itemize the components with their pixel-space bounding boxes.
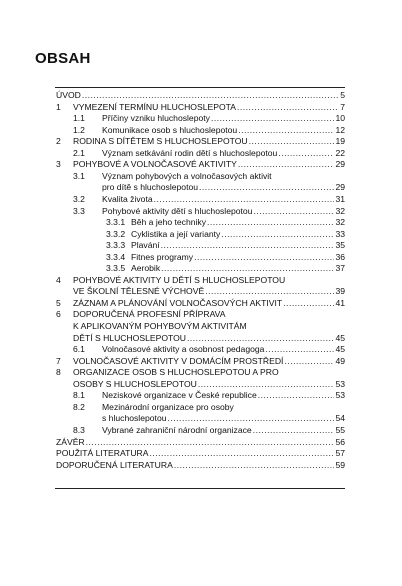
toc-entry-number: 3 (56, 159, 61, 170)
toc-entry-number: 4 (56, 274, 61, 285)
toc-entry (106, 228, 345, 240)
toc-page-number: 54 (335, 413, 345, 424)
toc-entry-title: K APLIKOVANÝM POHYBOVÝM AKTIVITÁM (73, 321, 247, 331)
toc-dot-leader (278, 148, 334, 159)
toc-entry-title: RODINA S DÍTĚTEM S HLUCHOSLEPOTOU (73, 136, 248, 147)
toc-dot-leader (265, 344, 334, 355)
toc-entry (73, 390, 345, 401)
toc-entry-number: 3.3.2 (106, 228, 126, 239)
toc-dot-leader (168, 413, 335, 424)
toc-entry-number: 2 (56, 136, 61, 147)
toc-entry-title: Mezinárodní organizace pro osoby (102, 401, 234, 412)
toc-entry (106, 263, 345, 274)
toc-page-number: 41 (335, 297, 345, 308)
toc-entry (73, 124, 345, 136)
toc-entry (106, 240, 345, 251)
toc-entry-title: DOPORUČENÁ LITERATURA (56, 459, 173, 470)
toc-entry-title: Komunikace osob s hluchoslepotou (102, 124, 238, 135)
toc-entry-number: 8 (56, 367, 61, 378)
toc-entry-title: Aerobik (131, 263, 161, 274)
toc-page-number: 29 (335, 182, 345, 193)
toc-entry-number: 3.3.5 (106, 263, 126, 274)
toc-entry-title: Běh a jeho techniky (131, 217, 207, 228)
toc-entry-number: 1.1 (73, 113, 85, 124)
page-title: OBSAH (35, 50, 91, 67)
toc-dot-leader (211, 113, 334, 124)
toc-page-number: 49 (335, 355, 345, 366)
toc-entry-number: 3.3.1 (106, 217, 126, 228)
toc-entry-title: POHYBOVÉ A VOLNOČASOVÉ AKTIVITY (73, 159, 237, 170)
toc-entry-title: POUŽITÁ LITERATURA (56, 448, 149, 459)
toc-entry (56, 309, 345, 320)
toc-dot-leader (249, 136, 335, 147)
toc-entry (56, 159, 345, 170)
toc-dot-leader (82, 90, 339, 101)
toc-entry (73, 401, 345, 413)
toc-entry (73, 321, 345, 332)
toc-entry-title: POHYBOVÉ AKTIVITY U DĚTÍ S HLUCHOSLEPOTOU (73, 274, 286, 285)
toc-entry-title: Příčiny vzniku hluchoslepoty (102, 113, 210, 124)
toc-entry (73, 344, 345, 355)
toc-entry-number: 1.2 (73, 124, 85, 135)
toc-entry-title: Volnočasové aktivity a osobnost pedagoga (102, 344, 265, 355)
toc-entry (73, 205, 345, 217)
toc-entry (73, 286, 345, 297)
toc-page-number: 32 (335, 217, 345, 228)
toc-entry-number: 7 (56, 355, 61, 366)
toc-page-number: 39 (335, 286, 345, 297)
toc-page-number: 10 (335, 113, 345, 124)
toc-entry-number: 3.3 (73, 205, 85, 216)
toc-entry (73, 379, 345, 390)
toc-entry (56, 437, 345, 448)
toc-dot-leader (198, 379, 335, 390)
toc-entry-number: 6 (56, 309, 61, 320)
toc-entry-number: 8.2 (73, 401, 85, 412)
toc-page-number: 36 (335, 251, 345, 262)
toc-entry (73, 424, 345, 436)
toc-entry (102, 182, 345, 193)
toc-entry-title: Vybrané zahraniční národní organizace (102, 424, 252, 435)
toc-dot-leader (149, 448, 334, 459)
toc-entry-title: Fitnes programy (131, 251, 194, 262)
toc-page-number: 22 (335, 147, 345, 158)
toc-dot-leader (207, 217, 334, 228)
toc-entry (73, 147, 345, 159)
toc-entry (73, 193, 345, 205)
toc-entry-title: Kvalita života (102, 193, 153, 204)
toc-page-number: 59 (335, 459, 345, 470)
toc-page-number: 45 (335, 344, 345, 355)
toc-entry (73, 333, 345, 344)
toc-dot-leader (205, 286, 334, 297)
toc-page-number: 45 (335, 332, 345, 343)
toc-entry (106, 217, 345, 228)
toc-page-number: 53 (335, 390, 345, 401)
toc-page-number: 31 (335, 193, 345, 204)
toc-entry (73, 113, 345, 124)
toc-dot-leader (199, 182, 334, 193)
toc-page-number: 37 (335, 263, 345, 274)
toc-entry-number: 2.1 (73, 147, 85, 158)
toc-entry (56, 460, 345, 471)
toc-entry-title: DOPORUČENÁ PROFESNÍ PŘÍPRAVA (73, 309, 226, 320)
toc-entry-title: ORGANIZACE OSOB S HLUCHOSLEPOTOU A PRO (73, 367, 279, 378)
toc-page-number: 19 (335, 136, 345, 147)
toc-entry-title: VE ŠKOLNÍ TĚLESNÉ VÝCHOVĚ (73, 286, 205, 297)
toc-entry-number: 3.1 (73, 170, 85, 181)
toc-entry-title: ZÁVĚR (56, 436, 85, 447)
toc-dot-leader (238, 125, 334, 136)
toc-entry-title: Cyklistika a její varianty (131, 228, 221, 239)
toc-page-number: 55 (335, 424, 345, 435)
top-divider (55, 87, 345, 88)
toc-page-number: 53 (335, 378, 345, 389)
toc-entry (102, 413, 345, 424)
toc-dot-leader (253, 206, 334, 217)
toc-entry (73, 170, 345, 182)
toc-dot-leader (154, 194, 335, 205)
toc-entry-title: OSOBY S HLUCHOSLEPOTOU (73, 378, 197, 389)
toc-entry-title: Neziskové organizace v České republice (102, 390, 257, 401)
toc-entry-title: s hluchoslepotou (102, 413, 167, 424)
toc-dot-leader (253, 425, 335, 436)
toc-entry (106, 251, 345, 263)
toc-page-number: 56 (335, 436, 345, 447)
toc-dot-leader (187, 333, 334, 344)
toc-entry-number: 5 (56, 297, 61, 308)
toc-dot-leader (221, 229, 334, 240)
toc-page-number: 12 (335, 124, 345, 135)
toc-entry-title: DĚTÍ S HLUCHOSLEPOTOU (73, 332, 187, 343)
toc-entry-title: Plavání (131, 240, 160, 251)
toc-dot-leader (284, 356, 334, 367)
toc-dot-leader (194, 252, 334, 263)
toc-entry-title: ZÁZNAM A PLÁNOVÁNÍ VOLNOČASOVÝCH AKTIVIT (73, 297, 283, 308)
toc-page-number: 32 (335, 205, 345, 216)
toc-entry-title: Význam pohybových a volnočasových aktivit (102, 170, 272, 181)
toc-page-number: 5 (340, 90, 345, 100)
toc-entry-title: VOLNOČASOVÉ AKTIVITY V DOMÁCÍM PROSTŘEDÍ (73, 355, 284, 366)
toc-entry (56, 274, 345, 286)
toc-dot-leader (161, 263, 334, 274)
toc-page-number: 35 (335, 240, 345, 251)
toc-entry (56, 297, 345, 309)
toc-entry-title: Význam setkávání rodin dětí s hluchoslepotou (102, 147, 278, 158)
toc-entry (56, 90, 345, 101)
toc-dot-leader (86, 437, 335, 448)
toc-entry-title: ÚVOD (56, 90, 81, 100)
toc-dot-leader (258, 390, 335, 401)
toc-entry-number: 6.1 (73, 344, 85, 355)
toc-entry (56, 355, 345, 367)
toc-entry (56, 448, 345, 459)
toc-entry-number: 3.3.3 (106, 240, 126, 251)
toc-dot-leader (161, 240, 335, 251)
toc-entry-title: Pohybové aktivity dětí s hluchoslepotou (102, 205, 253, 216)
toc-dot-leader (174, 460, 335, 471)
toc-dot-leader (237, 102, 339, 113)
toc-entry-title: VYMEZENÍ TERMÍNU HLUCHOSLEPOTA (73, 101, 236, 112)
toc-entry-number: 3.3.4 (106, 251, 126, 262)
toc-entry-number: 1 (56, 101, 61, 112)
toc-entry-number: 8.3 (73, 424, 85, 435)
toc-entry (56, 367, 345, 378)
toc-entry (56, 136, 345, 147)
toc-dot-leader (238, 159, 335, 170)
toc-entry (56, 101, 345, 113)
toc-page-number: 7 (340, 101, 345, 112)
toc-page-number: 33 (335, 228, 345, 239)
toc-entry-title: pro dítě s hluchoslepotou (102, 182, 199, 193)
toc-entry-number: 3.2 (73, 193, 85, 204)
bottom-divider (55, 488, 345, 489)
toc-dot-leader (283, 298, 334, 309)
toc-page-number: 57 (335, 448, 345, 459)
toc-page-number: 29 (335, 159, 345, 170)
toc-entry-number: 8.1 (73, 390, 85, 401)
